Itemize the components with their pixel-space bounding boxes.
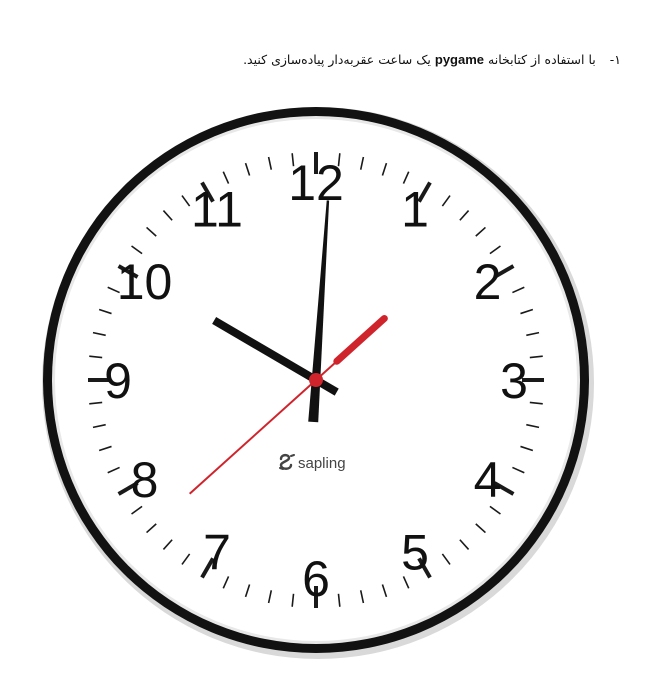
question-number: ۱- (609, 52, 621, 67)
numeral-1: 1 (401, 181, 429, 238)
numeral-9: 9 (104, 353, 132, 409)
numeral-3: 3 (500, 353, 528, 409)
numeral-6: 6 (302, 551, 330, 607)
center-cap (309, 373, 323, 387)
numeral-7: 7 (203, 524, 231, 581)
numeral-4: 4 (473, 452, 502, 508)
numeral-8: 8 (130, 452, 159, 508)
question-text-after: یک ساعت عقربه‌دار پیاده‌سازی کنید. (243, 52, 431, 67)
brand-name: sapling (298, 455, 346, 472)
numeral-10: 10 (116, 254, 173, 310)
question-text-before: با استفاده از کتابخانه (488, 52, 596, 67)
numeral-11: 11 (191, 181, 243, 238)
numeral-2: 2 (473, 254, 502, 310)
library-name: pygame (434, 52, 485, 67)
numeral-12: 12 (288, 155, 344, 211)
numeral-5: 5 (401, 524, 429, 581)
